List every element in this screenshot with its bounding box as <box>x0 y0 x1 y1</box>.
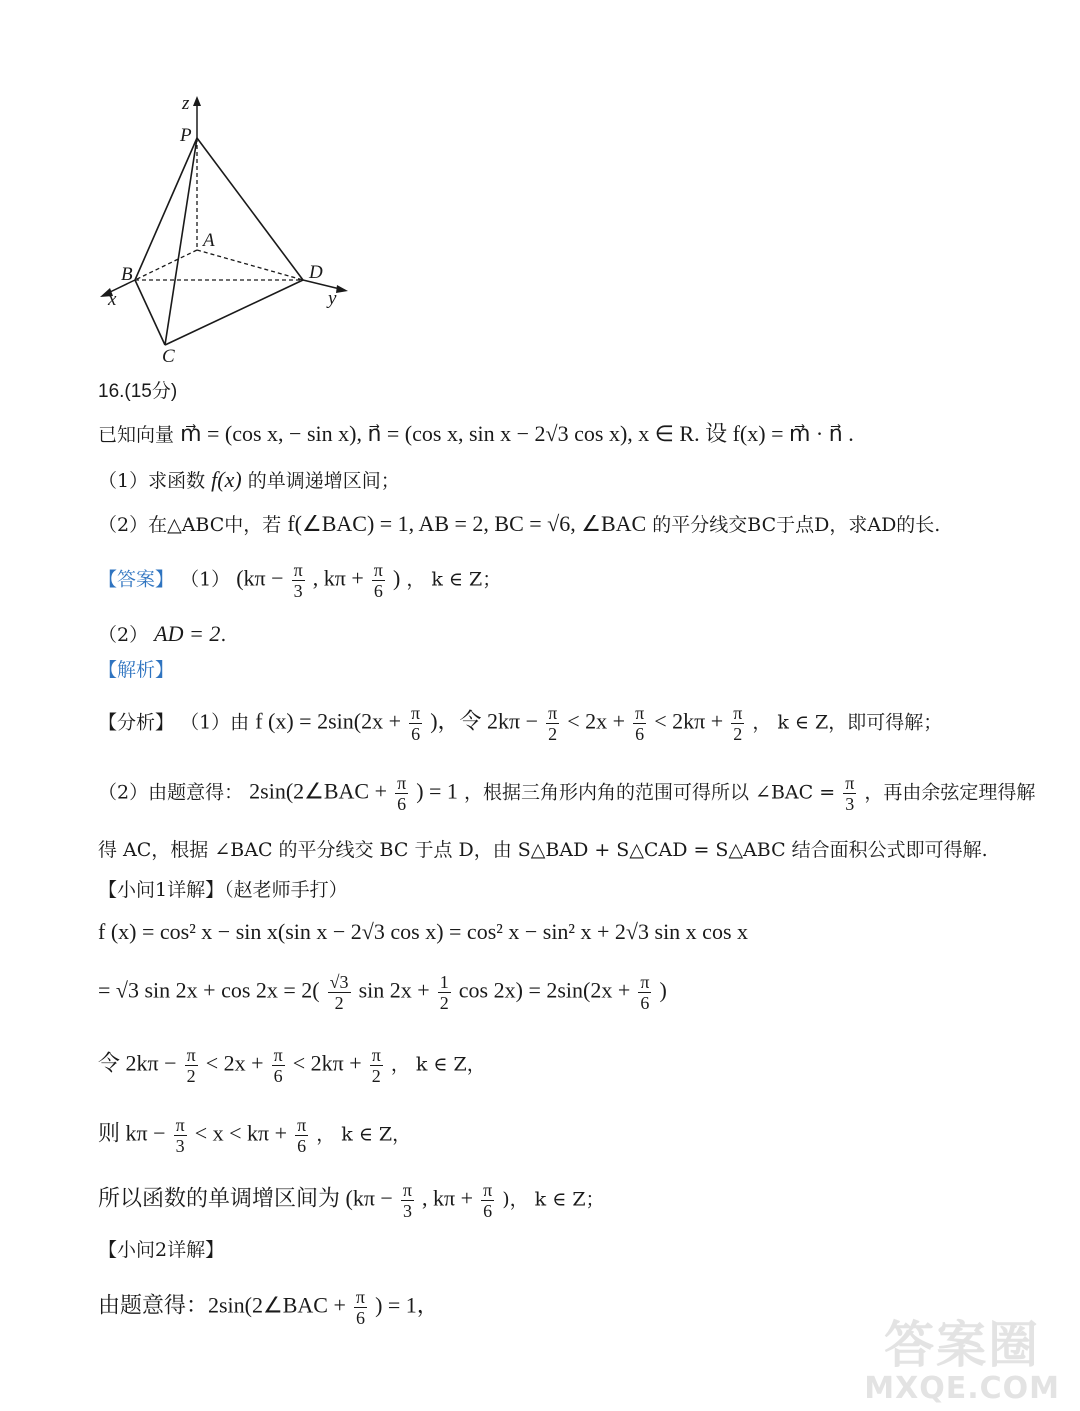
q2-suffix: 的平分线交BC于点D，求AD的长. <box>652 514 941 536</box>
label-D: D <box>309 262 323 283</box>
a1-frac-2 <box>372 560 385 601</box>
fx1-math-c: < 2x + <box>567 708 626 734</box>
pyramid-figure <box>90 90 370 380</box>
label-B: B <box>121 264 133 285</box>
d1l5-b: , kπ + <box>422 1185 474 1211</box>
d1l5-den-a: 3 <box>402 1201 412 1221</box>
d1l3-den-a: 2 <box>186 1066 196 1086</box>
edge-AB <box>135 250 197 280</box>
label-y: y <box>328 288 337 309</box>
a1-math-pre: (kπ − <box>236 565 284 591</box>
label-C: C <box>162 346 175 367</box>
answer-1 <box>98 560 501 601</box>
d1l2-den-c: 6 <box>640 993 650 1013</box>
d1l5-frac-a <box>401 1180 414 1221</box>
problem-number: 16.(15分) <box>98 381 178 402</box>
d2l1-frac <box>354 1287 367 1328</box>
fx2-suffix: ，再由余弦定理得解 <box>864 781 1036 804</box>
fx1-math-d: < 2kπ + <box>654 708 724 734</box>
fx2-frac-b <box>843 773 856 814</box>
d1l4-den-b: 6 <box>297 1136 307 1156</box>
d1l5-den-b: 6 <box>483 1201 493 1221</box>
d1l3-den-c: 2 <box>371 1066 381 1086</box>
fx-tag: 【分析】 <box>98 711 175 734</box>
fx2-math-b: ) = 1 <box>416 778 458 804</box>
fx1-num-c: π <box>635 703 645 723</box>
q1-suffix: 的单调递增区间； <box>247 470 400 492</box>
fx1-suffix: ， k ∈ Z，即可得解； <box>752 711 943 734</box>
d1l2-frac-b <box>438 972 451 1013</box>
stem-math: m⃗ = (cos x, − sin x), n⃗ = (cos x, sin x − 2√3 cos x), x ∈ R. 设 f(x) = m⃗ · n⃗ . <box>180 421 854 446</box>
d1l3-frac-c <box>370 1045 383 1086</box>
d1l2-den-b: 2 <box>439 993 449 1013</box>
fx1-frac-c <box>633 703 646 744</box>
d1l2-a: = √3 sin 2x + cos 2x = 2( <box>98 977 320 1003</box>
problem-stem <box>98 420 854 449</box>
fx1-den-b: 2 <box>548 724 558 744</box>
fx1-frac-b <box>546 703 559 744</box>
d2l1-b: ) = 1， <box>375 1292 439 1318</box>
d1l2-frac-c <box>638 972 651 1013</box>
fx2-den-a: 6 <box>397 794 407 814</box>
watermark-top: 答案圈 <box>884 1316 1041 1374</box>
a1-suffix: ， k ∈ Z； <box>406 568 502 591</box>
detail1-line4 <box>98 1115 411 1156</box>
d1l5-frac-b <box>481 1180 494 1221</box>
label-A: A <box>203 230 215 251</box>
d1l2-num-c: π <box>640 972 650 992</box>
a2-suffix: . <box>220 624 227 646</box>
fx1-num-a: π <box>411 703 421 723</box>
d1l2-num-b: 1 <box>439 972 449 992</box>
a2-prefix: （2） <box>98 624 149 646</box>
edge-PC <box>165 138 197 345</box>
fx1-num-d: π <box>733 703 743 723</box>
fx2-prefix: （2）由题意得： <box>98 781 244 804</box>
analysis-3: 得 AC，根据 ∠BAC 的平分线交 BC 于点 D，由 S△BAD + S△CAD = S△ABC 结合面积公式即可得解. <box>98 839 988 861</box>
d1l3-den-b: 6 <box>273 1066 283 1086</box>
d1l4-b: < x < kπ + <box>194 1120 288 1146</box>
detail2-line1 <box>98 1287 439 1328</box>
fx2-math-a: 2sin(2∠BAC + <box>249 778 388 804</box>
detail1-line1: f (x) = cos² x − sin x(sin x − 2√3 cos x) = cos² x − sin² x + 2√3 sin x cos x <box>98 919 749 944</box>
label-x: x <box>108 289 117 310</box>
question-2 <box>98 510 940 539</box>
q2-prefix: （2）在△ABC中，若 <box>98 514 282 536</box>
a1-num-2: π <box>373 560 383 580</box>
d1l4-a: 则 kπ − <box>98 1120 166 1146</box>
a1-num-1: π <box>293 560 303 580</box>
d2l1-num: π <box>355 1287 366 1307</box>
detail1-line5 <box>98 1180 605 1221</box>
label-z: z <box>182 93 190 114</box>
d1l3-frac-a <box>185 1045 198 1086</box>
a1-den-2: 6 <box>373 581 383 601</box>
d1l4-frac-b <box>295 1115 308 1156</box>
analysis-2 <box>98 773 1035 814</box>
edge-BC <box>135 280 165 345</box>
d1l4-c: ， k ∈ Z， <box>316 1123 412 1146</box>
edge-AD <box>197 250 303 280</box>
watermark-bottom: MXQE.COM <box>864 1371 1060 1406</box>
q1-math: f(x) <box>211 467 242 492</box>
q1-prefix: （1）求函数 <box>98 470 206 492</box>
d1l3-c: < 2kπ + <box>292 1050 362 1076</box>
d1l4-den-a: 3 <box>175 1136 185 1156</box>
d1l3-num-c: π <box>371 1045 381 1065</box>
a1-den-1: 3 <box>293 581 303 601</box>
fx2-mid: ，根据三角形内角的范围可得所以 ∠BAC = <box>463 781 836 804</box>
d1l2-den-a: 2 <box>334 993 344 1013</box>
d1l2-b: sin 2x + <box>358 977 430 1003</box>
d1l3-num-b: π <box>273 1045 283 1065</box>
d1l2-d: ) <box>659 977 667 1003</box>
d1l5-num-a: π <box>402 1180 412 1200</box>
d2l1-a: 由题意得：2sin(2∠BAC + <box>98 1292 346 1318</box>
d1l4-frac-a <box>174 1115 187 1156</box>
edge-PB <box>135 138 197 280</box>
detail1-line2 <box>98 972 667 1013</box>
fx1-frac-a <box>409 703 422 744</box>
d1l5-c: )， k ∈ Z； <box>502 1188 605 1211</box>
fx2-num-b: π <box>845 773 855 793</box>
d1l5-a: 所以函数的单调增区间为 (kπ − <box>98 1185 393 1211</box>
stem-intro: 已知向量 <box>98 424 175 446</box>
a1-prefix: （1） <box>180 568 231 591</box>
d1l3-a: 令 2kπ − <box>98 1050 177 1076</box>
d1l3-num-a: π <box>186 1045 196 1065</box>
answer-tag: 【答案】 <box>98 568 175 591</box>
fx1-prefix: （1）由 <box>180 711 250 734</box>
fx1-math-b: )，令 2kπ − <box>430 708 539 734</box>
edge-PD <box>197 138 303 280</box>
d2l1-den: 6 <box>355 1308 365 1328</box>
d1l2-frac-a <box>328 972 351 1013</box>
d1l3-d: ， k ∈ Z， <box>390 1053 486 1076</box>
d1l5-num-b: π <box>483 1180 493 1200</box>
analysis-tag: 【解析】 <box>98 659 175 681</box>
detail1-tag: 【小问1详解】（赵老师手打） <box>98 879 348 901</box>
question-1 <box>98 466 400 495</box>
detail1-line3 <box>98 1045 486 1086</box>
fx1-den-c: 6 <box>635 724 645 744</box>
label-P: P <box>180 125 192 146</box>
a1-frac-1 <box>292 560 305 601</box>
d1l4-num-a: π <box>175 1115 185 1135</box>
a1-math-mid: , kπ + <box>312 565 364 591</box>
edge-CD <box>165 280 303 345</box>
fx1-frac-d <box>731 703 744 744</box>
a1-math-post: ) <box>392 565 401 591</box>
d1l3-frac-b <box>272 1045 285 1086</box>
fx2-num-a: π <box>397 773 407 793</box>
fx1-math-a: f (x) = 2sin(2x + <box>255 708 401 734</box>
z-arrow <box>193 96 201 106</box>
d1l2-num-a: √3 <box>329 972 349 992</box>
q2-math: f(∠BAC) = 1, AB = 2, BC = √6, ∠BAC <box>287 511 647 536</box>
answer-2 <box>98 620 226 649</box>
fx2-frac-a <box>395 773 408 814</box>
fx1-den-d: 2 <box>733 724 743 744</box>
fx1-den-a: 6 <box>411 724 421 744</box>
d1l4-num-b: π <box>297 1115 307 1135</box>
detail2-tag: 【小问2详解】 <box>98 1239 225 1261</box>
d1l3-b: < 2x + <box>205 1050 264 1076</box>
analysis-1 <box>98 703 942 744</box>
a2-math: AD = 2 <box>154 621 221 646</box>
watermark <box>864 1317 1060 1405</box>
y-arrow <box>336 285 348 293</box>
fx1-num-b: π <box>548 703 558 723</box>
fx2-den-b: 3 <box>845 794 855 814</box>
d1l2-c: cos 2x) = 2sin(2x + <box>458 977 631 1003</box>
